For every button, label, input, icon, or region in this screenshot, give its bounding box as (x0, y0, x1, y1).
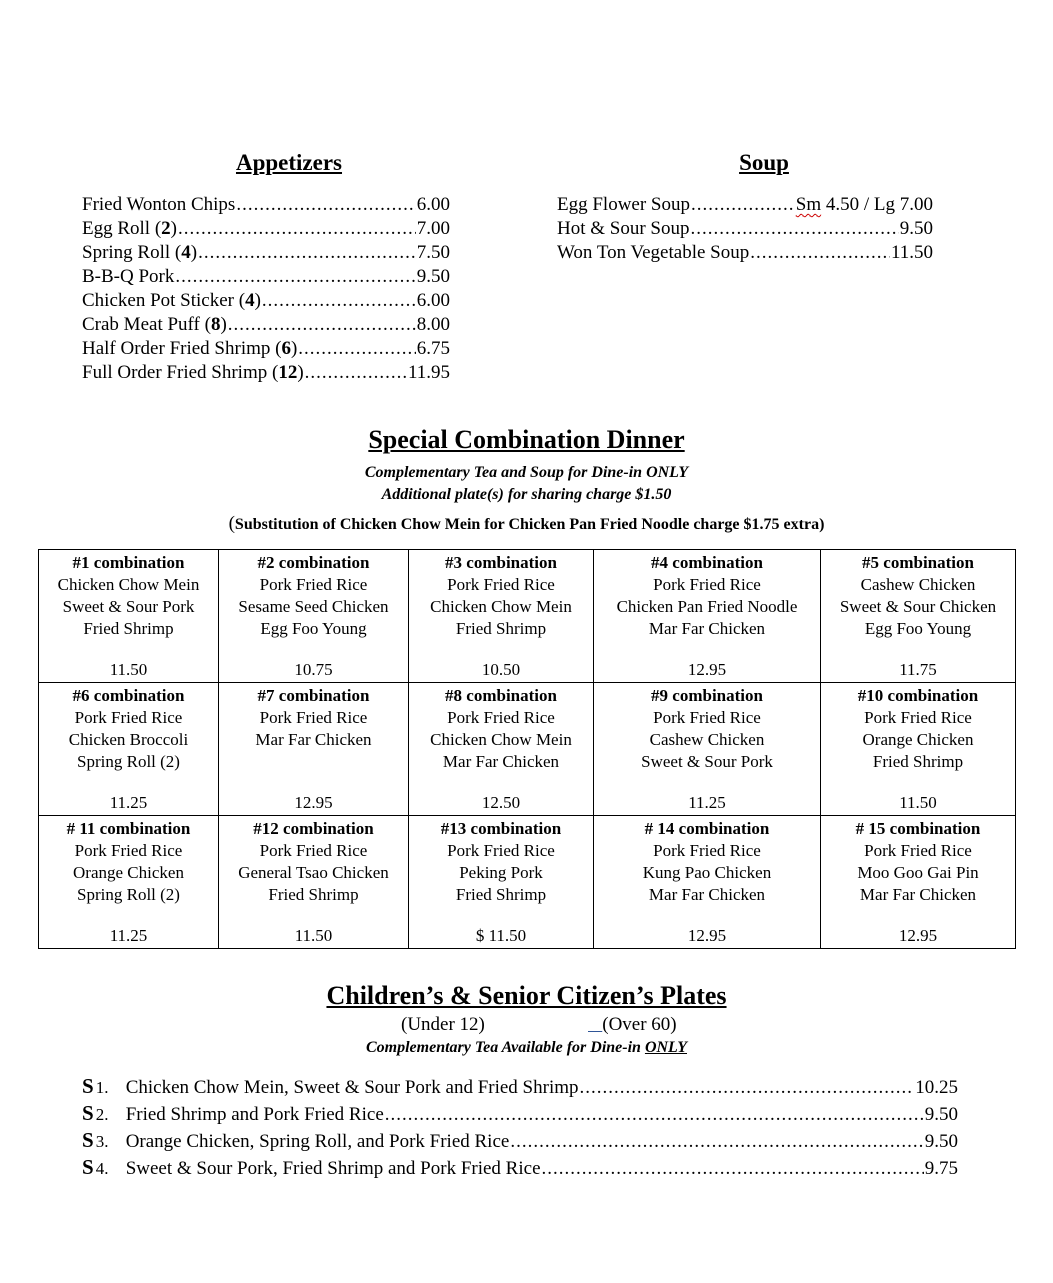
combination-price: 11.25 (688, 793, 726, 812)
plate-item-label (82, 1073, 579, 1101)
over-age-marker (588, 1014, 602, 1035)
soup-item-name: Hot & Sour Soup (557, 218, 690, 239)
combination-dish: Pork Fried Rice (864, 841, 972, 860)
appetizer-quantity: 12 (278, 362, 298, 383)
plate-number: 2. (95, 1105, 109, 1124)
combination-dish: Pork Fried Rice (74, 708, 183, 727)
combination-dish: Chicken Pan Fried Noodle (616, 597, 798, 616)
appetizer-item (82, 193, 450, 217)
appetizer-name-text: Fried Wonton Chips (82, 194, 236, 215)
combination-title: #12 combination (253, 819, 374, 838)
dot-leader (175, 265, 415, 289)
combination-cell (219, 683, 409, 816)
plate-item-name: Fried Shrimp and Pork Fried Rice (125, 1104, 384, 1125)
appetizer-quantity: 2 (161, 218, 171, 239)
plate-item-label (82, 1127, 509, 1155)
combination-cell (39, 816, 219, 949)
soup-item-price: 11.50 (890, 242, 933, 263)
combination-dish: Pork Fried Rice (653, 841, 761, 860)
combination-card (409, 683, 593, 815)
appetizer-name-text: Chicken Pot Sticker ( (82, 290, 246, 311)
plate-number: 3. (95, 1132, 109, 1151)
dot-leader (178, 217, 416, 241)
plate-item-name: Orange Chicken, Spring Roll, and Pork Fried Rice (125, 1131, 510, 1152)
combination-card (219, 816, 408, 948)
combination-card (594, 816, 820, 948)
appetizer-name-suffix: ) (297, 362, 304, 383)
dot-leader (580, 1074, 915, 1101)
combination-price: 12.50 (481, 793, 521, 812)
combination-cell (409, 550, 594, 683)
combination-cell (821, 816, 1016, 949)
appetizer-item (82, 217, 450, 241)
combination-dish: Fried Shrimp (872, 752, 964, 771)
combination-cell (594, 550, 821, 683)
dine-in-note: Complementary Tea and Soup for Dine-in ONLY (364, 464, 689, 481)
combination-price: $ 11.50 (475, 926, 527, 945)
appetizer-name-suffix: ) (254, 290, 261, 311)
over-age-label (588, 1014, 677, 1036)
size-small-label: Sm (795, 194, 822, 215)
combination-title: #5 combination (862, 553, 974, 572)
combination-card (594, 683, 820, 815)
combination-title: #8 combination (445, 686, 557, 705)
dot-leader (510, 1128, 923, 1155)
appetizer-item-name (82, 265, 174, 289)
combination-price: 11.50 (294, 926, 333, 945)
dot-leader (385, 1101, 924, 1128)
combination-dish: Sesame Seed Chicken (238, 597, 389, 616)
combination-dish: Orange Chicken (73, 863, 184, 882)
combination-dish: Sweet & Sour Pork (62, 597, 195, 616)
combination-dish: Spring Roll (2) (77, 885, 180, 904)
appetizer-item-price: 9.50 (416, 266, 450, 287)
combination-dish: Mar Far Chicken (442, 752, 560, 771)
plate-item (82, 1100, 958, 1127)
combination-dish: Chicken Chow Mein (430, 730, 572, 749)
plates-heading: Children’s & Senior Citizen’s Plates (326, 981, 727, 1010)
soup-item-name: Egg Flower Soup (557, 194, 690, 215)
plates-tea-note-text: Complementary Tea Available for Dine-in (365, 1039, 645, 1056)
dot-leader (298, 337, 415, 361)
plate-code: S (82, 1128, 94, 1152)
combination-title: #13 combination (440, 819, 562, 838)
plate-code: S (82, 1074, 94, 1098)
combination-price: 11.75 (899, 660, 937, 679)
appetizer-name-text: Spring Roll ( (82, 242, 182, 263)
combination-cell (409, 816, 594, 949)
combination-title: #9 combination (651, 686, 763, 705)
combination-dish: Pork Fried Rice (653, 708, 761, 727)
plate-item-label (82, 1100, 384, 1128)
combination-dish: Peking Pork (459, 863, 543, 882)
appetizer-item-price: 8.00 (416, 314, 450, 335)
combination-price: 11.25 (109, 793, 148, 812)
combination-dish: Pork Fried Rice (447, 708, 555, 727)
combination-dish: Spring Roll (2) (77, 752, 180, 771)
combination-dish: Mar Far Chicken (859, 885, 977, 904)
combination-dish: General Tsao Chicken (238, 863, 389, 882)
plate-number: 4. (95, 1159, 109, 1178)
combination-title: #4 combination (651, 553, 763, 572)
appetizer-item-name (82, 337, 297, 361)
substitution-text: Substitution of Chicken Chow Mein for Chicken Pan Fried Noodle charge $1.75 extra) (234, 516, 825, 533)
combination-cell (409, 683, 594, 816)
appetizer-item-name (82, 241, 197, 265)
combination-dish: Sweet & Sour Pork (641, 752, 773, 771)
dot-leader (262, 289, 416, 313)
combination-dish: Mar Far Chicken (255, 730, 372, 749)
combination-card (594, 550, 820, 682)
appetizer-item-name (82, 313, 227, 337)
combination-card (219, 550, 408, 682)
combination-title: #7 combination (257, 686, 370, 705)
combination-price: 10.75 (294, 660, 333, 679)
dot-leader (305, 361, 407, 385)
plate-item-price: 9.50 (924, 1131, 958, 1152)
combination-dish: Sweet & Sour Chicken (839, 597, 997, 616)
appetizer-item-price: 7.00 (416, 218, 450, 239)
soup-item (557, 241, 933, 265)
plate-code: S (82, 1101, 94, 1125)
combination-dish: Pork Fried Rice (259, 575, 368, 594)
appetizer-quantity: 4 (245, 290, 255, 311)
combination-title: #3 combination (445, 553, 557, 572)
combination-price: 10.50 (481, 660, 521, 679)
combination-dish: Fried Shrimp (455, 619, 547, 638)
combination-dish: Egg Foo Young (260, 619, 367, 638)
combination-card (821, 816, 1015, 948)
appetizer-item-price: 6.00 (416, 194, 450, 215)
appetizer-quantity: 4 (181, 242, 191, 263)
combination-card (409, 816, 593, 948)
combination-cell (821, 683, 1016, 816)
combination-price: 11.25 (109, 926, 148, 945)
substitution-note (0, 513, 1053, 535)
combination-row (39, 550, 1016, 683)
combination-card (39, 816, 218, 948)
appetizer-name-text: Full Order Fried Shrimp ( (82, 362, 279, 383)
plate-item-name: Chicken Chow Mein, Sweet & Sour Pork and Fried Shrimp (125, 1077, 579, 1098)
combination-dish: Cashew Chicken (649, 730, 765, 749)
appetizer-name-text: Egg Roll ( (82, 218, 162, 239)
combination-title: # 11 combination (66, 819, 191, 838)
plate-code: S (82, 1155, 94, 1179)
soup-item-price: 9.50 (899, 218, 933, 239)
combination-title: #1 combination (72, 553, 185, 572)
appetizers-list (82, 193, 450, 385)
combination-dish: Orange Chicken (862, 730, 974, 749)
combination-price: 12.95 (687, 926, 727, 945)
combination-card (409, 550, 593, 682)
plate-item (82, 1127, 958, 1154)
appetizer-item (82, 241, 450, 265)
combination-dish: Pork Fried Rice (447, 841, 555, 860)
combination-dish: Fried Shrimp (268, 885, 359, 904)
appetizer-name-suffix: ) (190, 242, 198, 263)
combination-card (821, 550, 1015, 682)
plate-item-price: 9.75 (924, 1158, 958, 1179)
combination-cell (219, 550, 409, 683)
soup-item-name: Won Ton Vegetable Soup (557, 242, 750, 263)
plate-item-price: 10.25 (915, 1077, 958, 1098)
combination-dish: Egg Foo Young (864, 619, 972, 638)
soup-item (557, 217, 933, 241)
combination-cell (821, 550, 1016, 683)
combination-cell (39, 683, 219, 816)
soup-heading: Soup (739, 150, 789, 175)
appetizer-item-price: 6.00 (416, 290, 450, 311)
combination-price: 12.95 (294, 793, 333, 812)
combination-dish: Pork Fried Rice (653, 575, 761, 594)
appetizer-quantity: 8 (210, 314, 221, 335)
combination-dish: Cashew Chicken (860, 575, 976, 594)
appetizer-item-name (82, 193, 235, 217)
plates-list (82, 1073, 958, 1181)
combination-dish: Pork Fried Rice (864, 708, 972, 727)
plates-tea-note-only: ONLY (644, 1039, 687, 1056)
appetizer-name-text: B-B-Q Pork (82, 266, 175, 287)
combination-dish: Moo Goo Gai Pin (857, 863, 979, 882)
appetizer-item-name (82, 217, 177, 241)
dot-leader (236, 193, 415, 217)
combination-dish: Chicken Broccoli (68, 730, 189, 749)
dot-leader (198, 241, 416, 265)
appetizer-item (82, 361, 450, 385)
appetizer-name-suffix: ) (220, 314, 227, 335)
combination-row (39, 683, 1016, 816)
combination-dish: Kung Pao Chicken (642, 863, 772, 882)
appetizer-item-name (82, 289, 261, 313)
dot-leader (750, 241, 890, 265)
soup-item-price: 4.50 / Lg 7.00 (825, 194, 933, 215)
appetizer-item-price: 7.50 (416, 242, 450, 263)
appetizer-name-suffix: ) (290, 338, 298, 359)
combination-cell (594, 683, 821, 816)
combination-dish: Chicken Chow Mein (430, 597, 572, 616)
combination-dish: Pork Fried Rice (74, 841, 183, 860)
appetizers-heading: Appetizers (235, 150, 343, 175)
appetizer-item (82, 337, 450, 361)
combination-dish: Fried Shrimp (455, 885, 547, 904)
appetizer-item (82, 313, 450, 337)
combination-card (39, 550, 218, 682)
combination-title: #6 combination (72, 686, 185, 705)
under-age-label: (Under 12) (401, 1014, 485, 1035)
appetizer-name-text: Crab Meat Puff ( (82, 314, 211, 335)
soup-item (557, 193, 933, 217)
combination-title: # 14 combination (644, 819, 770, 838)
combination-card (39, 683, 218, 815)
combination-card (219, 683, 408, 815)
combination-card (821, 683, 1015, 815)
over-age-text: (Over 60) (602, 1014, 677, 1035)
combination-price: 12.95 (898, 926, 938, 945)
combination-dish: Pork Fried Rice (259, 841, 368, 860)
appetizer-item-price: 11.95 (407, 362, 450, 383)
appetizer-item-name (82, 361, 304, 385)
plate-number: 1. (95, 1078, 109, 1097)
substitution-open-paren: ( (228, 513, 235, 534)
plate-item-price: 9.50 (924, 1104, 958, 1125)
combination-cell (219, 816, 409, 949)
appetizer-quantity: 6 (281, 338, 291, 359)
combination-dish: Chicken Chow Mein (57, 575, 200, 594)
combination-dish: Mar Far Chicken (648, 619, 766, 638)
plate-item-label (82, 1154, 541, 1182)
sharing-charge-note: Additional plate(s) for sharing charge $1.50 (381, 486, 672, 503)
combination-price: 12.95 (687, 660, 727, 679)
appetizer-name-text: Half Order Fried Shrimp ( (82, 338, 282, 359)
combination-price: 11.50 (899, 793, 937, 812)
combination-dish (219, 751, 408, 773)
plate-item (82, 1154, 958, 1181)
dot-leader (228, 313, 416, 337)
combination-row (39, 816, 1016, 949)
combination-table (38, 549, 1016, 949)
combination-cell (39, 550, 219, 683)
plate-item (82, 1073, 958, 1100)
combination-dish: Mar Far Chicken (648, 885, 766, 904)
combination-price: 11.50 (109, 660, 148, 679)
combination-dish: Fried Shrimp (83, 619, 174, 638)
combination-cell (594, 816, 821, 949)
combination-title: #10 combination (857, 686, 979, 705)
combination-title: # 15 combination (855, 819, 981, 838)
combination-dish: Pork Fried Rice (447, 575, 555, 594)
dot-leader (691, 193, 795, 217)
appetizer-item-price: 6.75 (416, 338, 450, 359)
dot-leader (691, 217, 899, 241)
dot-leader (542, 1155, 924, 1182)
plate-item-name: Sweet & Sour Pork, Fried Shrimp and Pork Fried Rice (125, 1158, 541, 1179)
combination-title: #2 combination (257, 553, 370, 572)
soup-list (557, 193, 933, 265)
appetizer-item (82, 265, 450, 289)
combination-dish: Pork Fried Rice (259, 708, 368, 727)
appetizer-item (82, 289, 450, 313)
appetizer-name-suffix: ) (170, 218, 177, 239)
special-combination-heading: Special Combination Dinner (368, 425, 685, 454)
plates-tea-note (0, 1039, 1053, 1057)
